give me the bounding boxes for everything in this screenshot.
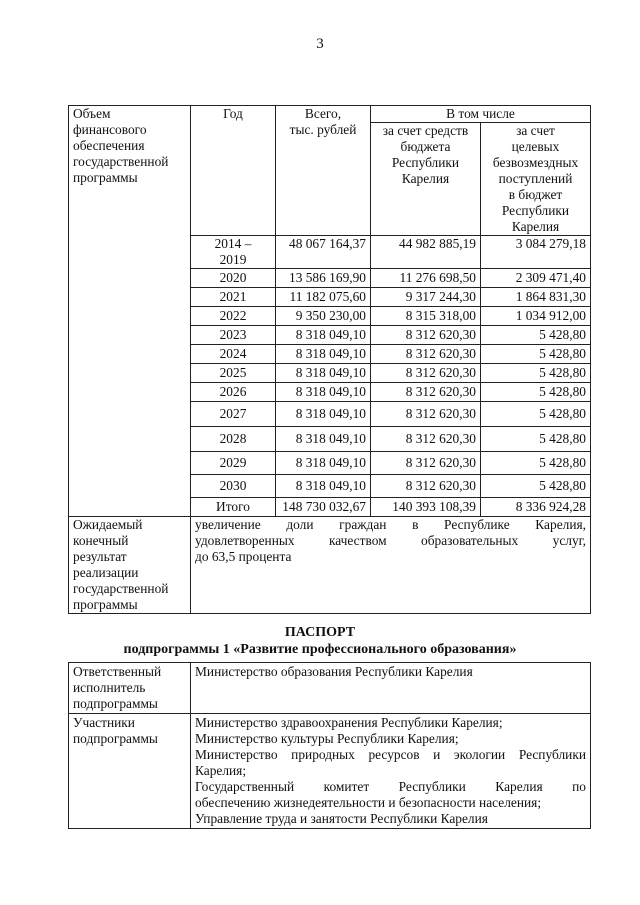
passport-title: ПАСПОРТ	[284, 625, 356, 640]
year-cell: 2023	[191, 326, 276, 345]
passport-subtitle: подпрограммы 1 «Развитие профессионального образования»	[123, 642, 517, 657]
year-cell: 2026	[191, 383, 276, 402]
budget-cell: 8 312 620,30	[371, 475, 481, 498]
total-cell: 8 318 049,10	[276, 402, 371, 427]
gratuitous-cell: 5 428,80	[481, 427, 591, 452]
budget-cell: 9 317 244,30	[371, 288, 481, 307]
col-header-year: Год	[191, 106, 276, 236]
col-header-including: В том числе	[371, 106, 591, 123]
gratuitous-cell: 5 428,80	[481, 475, 591, 498]
table-row	[69, 714, 591, 829]
gratuitous-cell: 5 428,80	[481, 345, 591, 364]
total-cell: 8 318 049,10	[276, 326, 371, 345]
budget-cell: 8 312 620,30	[371, 427, 481, 452]
finance-table	[68, 105, 591, 614]
finance-label: Объем финансового обеспечения государственной программы	[69, 106, 191, 517]
year-cell: 2014 – 2019	[191, 236, 276, 269]
passport-label: Ответственный исполнитель подпрограммы	[69, 663, 191, 714]
year-cell: 2027	[191, 402, 276, 427]
col-header-gratuitous: за счет целевых безвозмездных поступлений в бюджет Республики Карелия	[481, 123, 591, 236]
total-cell: 8 318 049,10	[276, 383, 371, 402]
year-cell: 2021	[191, 288, 276, 307]
result-row	[69, 517, 591, 614]
year-cell: 2020	[191, 269, 276, 288]
passport-label: Участники подпрограммы	[69, 714, 191, 829]
year-cell: 2029	[191, 452, 276, 475]
total-cell: 8 318 049,10	[276, 427, 371, 452]
total-cell: 8 318 049,10	[276, 345, 371, 364]
total-cell: 148 730 032,67	[276, 498, 371, 517]
budget-cell: 8 312 620,30	[371, 383, 481, 402]
gratuitous-cell: 5 428,80	[481, 326, 591, 345]
year-cell: 2024	[191, 345, 276, 364]
gratuitous-cell: 5 428,80	[481, 383, 591, 402]
total-cell: 8 318 049,10	[276, 475, 371, 498]
budget-cell: 8 312 620,30	[371, 345, 481, 364]
gratuitous-cell: 8 336 924,28	[481, 498, 591, 517]
year-cell: 2028	[191, 427, 276, 452]
budget-cell: 8 312 620,30	[371, 326, 481, 345]
passport-heading	[0, 624, 640, 658]
budget-cell: 8 312 620,30	[371, 402, 481, 427]
budget-cell: 8 315 318,00	[371, 307, 481, 326]
total-label: Итого	[191, 498, 276, 517]
year-cell: 2022	[191, 307, 276, 326]
total-cell: 13 586 169,90	[276, 269, 371, 288]
page-number: 3	[316, 36, 324, 52]
passport-value: Министерство образования Республики Карелия	[191, 663, 591, 714]
result-text: увеличение доли граждан в Республике Карелия, удовлетворенных качеством образовательных услуг, до 63,5 процента	[191, 517, 591, 614]
col-header-budget: за счет средств бюджета Республики Карелия	[371, 123, 481, 236]
budget-cell: 11 276 698,50	[371, 269, 481, 288]
gratuitous-cell: 3 084 279,18	[481, 236, 591, 269]
table-row	[69, 663, 591, 714]
total-cell: 48 067 164,37	[276, 236, 371, 269]
gratuitous-cell: 1 864 831,30	[481, 288, 591, 307]
passport-value: Министерство здравоохранения Республики Карелия; Министерство культуры Республики Карелия; Министерство природных ресурсов и экологии Республики Карелия; Государственный комитет Республики Карелия по обеспечению жизнедеятельности и безопасности населения; Управление труда и занятости Республики Карелия	[191, 714, 591, 829]
year-cell: 2025	[191, 364, 276, 383]
gratuitous-cell: 2 309 471,40	[481, 269, 591, 288]
col-header-total: Всего, тыс. рублей	[276, 106, 371, 236]
gratuitous-cell: 5 428,80	[481, 402, 591, 427]
gratuitous-cell: 5 428,80	[481, 364, 591, 383]
result-label: Ожидаемый конечный результат реализации государственной программы	[69, 517, 191, 614]
budget-cell: 44 982 885,19	[371, 236, 481, 269]
passport-table	[68, 662, 591, 829]
total-cell: 8 318 049,10	[276, 364, 371, 383]
budget-cell: 8 312 620,30	[371, 452, 481, 475]
total-cell: 11 182 075,60	[276, 288, 371, 307]
total-cell: 8 318 049,10	[276, 452, 371, 475]
total-cell: 9 350 230,00	[276, 307, 371, 326]
gratuitous-cell: 1 034 912,00	[481, 307, 591, 326]
budget-cell: 140 393 108,39	[371, 498, 481, 517]
budget-cell: 8 312 620,30	[371, 364, 481, 383]
gratuitous-cell: 5 428,80	[481, 452, 591, 475]
year-cell: 2030	[191, 475, 276, 498]
